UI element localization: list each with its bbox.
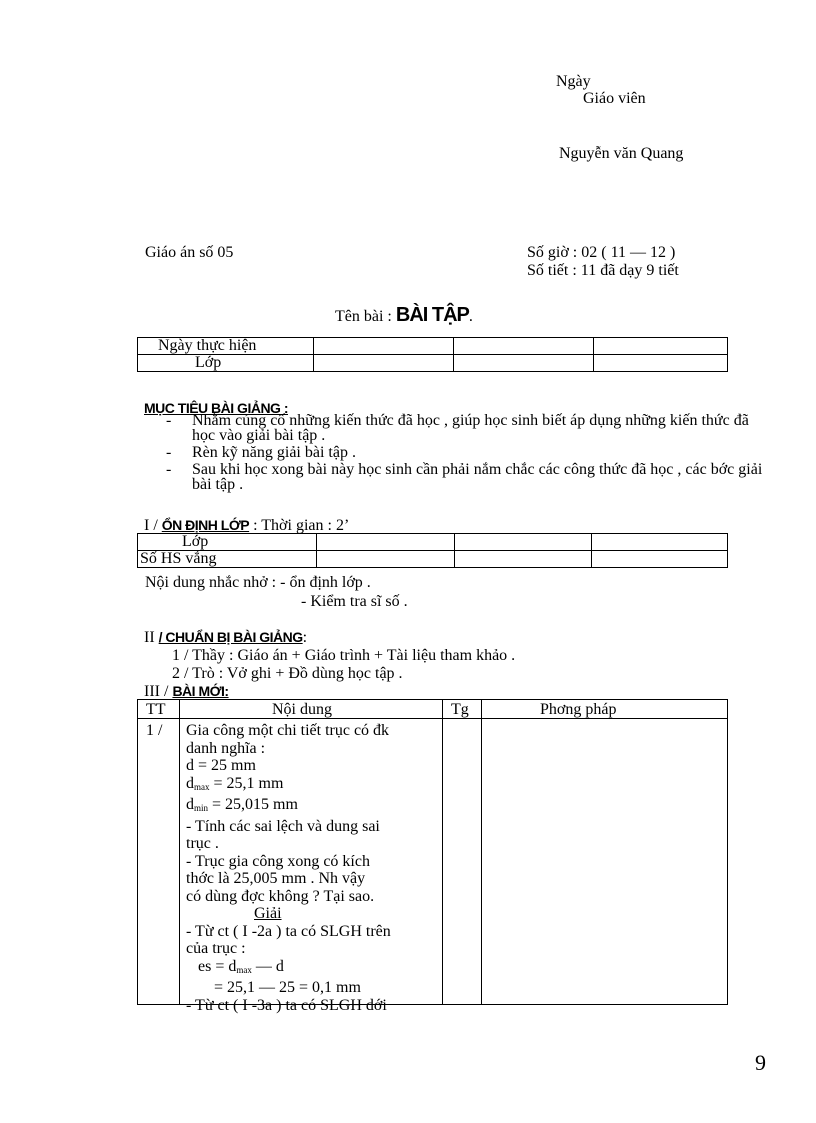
bullet-dash: - [166, 412, 172, 429]
content-line: của trục : [186, 940, 246, 957]
section-prepare-heading [144, 630, 307, 646]
objective-text: Rèn kỹ năng giải bài tập . [192, 444, 356, 461]
title-prefix: Tên bài : [335, 308, 392, 325]
subscript: max [236, 964, 252, 975]
teacher-label: Giáo viên [583, 90, 646, 107]
section-colon: : [302, 629, 308, 646]
header-tt: TT [146, 701, 166, 718]
content-line: - Từ ct ( I -3a ) ta có SLGH dới [186, 996, 387, 1014]
hours-info: Số giờ : 02 ( 11 — 12 ) [527, 244, 676, 261]
schedule-date-label: Ngày thực hiện [138, 338, 314, 355]
lesson-table [137, 699, 728, 1014]
bullet-dash: - [166, 461, 172, 478]
content-line: thớc là 25,005 mm . Nh vậy [186, 870, 366, 887]
attendance-table [137, 533, 728, 568]
table-cell [313, 355, 453, 372]
reminder-line-2: - Kiểm tra sĩ số . [301, 593, 408, 610]
table-cell [316, 551, 454, 568]
content-line: - Trục gia công xong có kích [186, 852, 370, 870]
lesson-plan-number: Giáo án số 05 [145, 244, 234, 261]
list-item [166, 462, 786, 492]
list-item [166, 445, 786, 460]
prepare-student: 2 / Trò : Vở ghi + Đồ dùng học tập . [172, 665, 403, 682]
section-time: : Thời gian : 2’ [253, 517, 350, 534]
column-divider [481, 700, 482, 1004]
var-d: d [186, 796, 194, 813]
section-title: BÀI MỚI: [172, 683, 229, 699]
table-cell [454, 551, 592, 568]
attendance-class-label: Lớp [138, 534, 317, 551]
content-line [186, 796, 436, 818]
content-line: - Tính các sai lệch và dung sai [186, 817, 380, 835]
row-number: 1 / [146, 722, 163, 739]
section-stabilize-heading [144, 518, 349, 534]
table-cell [313, 338, 453, 355]
content-line: d = 25 mm [186, 757, 256, 774]
date-label: Ngày [556, 73, 591, 90]
header-content: Nội dung [272, 701, 332, 718]
table-cell [454, 534, 592, 551]
teacher-name: Nguyễn văn Quang [559, 145, 684, 162]
column-divider [179, 700, 180, 1004]
absent-label: Số HS vắng [138, 551, 317, 568]
content-line: danh nghĩa : [186, 739, 266, 757]
section-title: ỔN ĐỊNH LỚP [161, 517, 250, 533]
table-row [138, 534, 728, 551]
table-cell [592, 534, 728, 551]
content-line: Gia công một chi tiết trục có đk [186, 722, 390, 739]
list-item [166, 413, 786, 443]
section-new-lesson-heading [144, 684, 229, 700]
objective-text: Nhằm củng cố những kiến thức đã học , giúp học sinh biết áp dụng những kiến thức đã học vào giải bài tập . [192, 412, 749, 444]
table-cell [316, 534, 454, 551]
value: — d [251, 957, 284, 975]
column-divider [442, 700, 443, 1004]
table-row [138, 355, 728, 372]
table-cell [453, 338, 593, 355]
content-line [186, 775, 436, 797]
lesson-content [186, 722, 436, 1014]
subscript: max [194, 781, 210, 792]
content-line: - Từ ct ( I -2a ) ta có SLGH trên [186, 922, 391, 940]
section-number: I / [144, 517, 158, 534]
header-method: Phơng pháp [540, 701, 617, 718]
section-number: III / [144, 683, 169, 700]
table-row [138, 338, 728, 355]
table-row [138, 551, 728, 568]
var-es: es = d [198, 957, 237, 975]
objectives-heading: MỤC TIÊU BÀI GIẢNG : [144, 400, 288, 416]
table-cell [593, 338, 727, 355]
value: = 25,015 mm [208, 796, 298, 813]
header-time: Tg [451, 701, 469, 718]
objective-text: Sau khi học xong bài này học sinh cần phải nắm chắc các công thức đã học , các bớc giải bài tập . [192, 461, 763, 493]
title-suffix: . [468, 308, 473, 325]
subscript: min [194, 803, 209, 813]
reminder-line-1: Nội dung nhắc nhở : - ổn định lớp . [145, 574, 371, 591]
bullet-dash: - [166, 444, 172, 461]
schedule-class-label: Lớp [138, 355, 314, 372]
header-divider [138, 718, 727, 719]
lesson-title [335, 305, 473, 325]
title-name: BÀI TẬP [395, 304, 469, 326]
table-cell [593, 355, 727, 372]
table-cell [592, 551, 728, 568]
section-number: II [144, 629, 155, 646]
var-d: d [186, 774, 194, 792]
page-number: 9 [755, 1050, 766, 1075]
objectives-list [166, 413, 786, 494]
prepare-teacher: 1 / Thầy : Giáo án + Giáo trình + Tài liệu tham khảo . [172, 647, 516, 664]
content-line [186, 958, 436, 980]
section-title: / CHUẨN BỊ BÀI GIẢNG [158, 629, 303, 645]
solution-label: Giải [254, 905, 282, 922]
schedule-table [137, 337, 728, 372]
content-line: có dùng đợc không ? Tại sao. [186, 887, 375, 905]
value: = 25,1 mm [209, 774, 284, 792]
content-line: trục . [186, 835, 219, 852]
content-line: = 25,1 — 25 = 0,1 mm [214, 979, 361, 996]
table-cell [453, 355, 593, 372]
periods-info: Số tiết : 11 đã dạy 9 tiết [527, 262, 679, 279]
